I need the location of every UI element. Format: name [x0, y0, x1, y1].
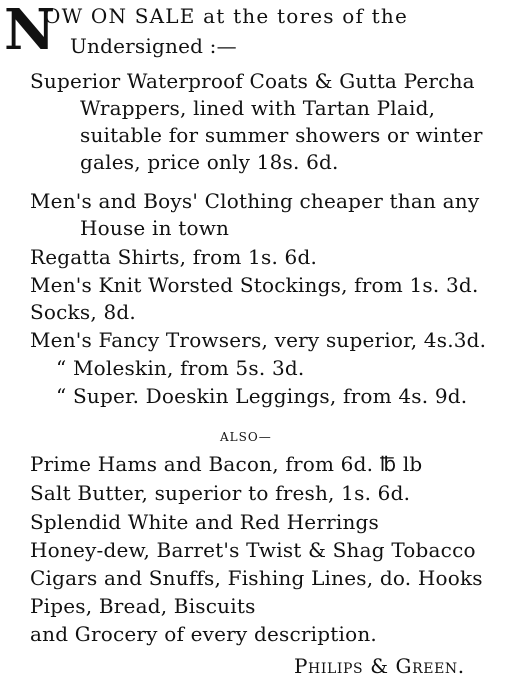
headline-line-1: OW ON SALE at the tores of the — [44, 4, 409, 28]
also-divider: ALSO— — [220, 430, 272, 444]
item-cigars: Cigars and Snuffs, Fishing Lines, do. Hooks — [30, 566, 483, 590]
item-waterproof-line-2: Wrappers, lined with Tartan Plaid, — [80, 96, 436, 120]
item-butter: Salt Butter, superior to fresh, 1s. 6d. — [30, 481, 411, 505]
drop-cap: N — [4, 0, 56, 63]
item-hams: Prime Hams and Bacon, from 6d. ℔ lb — [30, 452, 423, 476]
headline-line-2: Undersigned :— — [70, 34, 237, 58]
item-waterproof-line-4: gales, price only 18s. 6d. — [80, 150, 339, 174]
item-pipes: Pipes, Bread, Biscuits — [30, 594, 256, 618]
item-herrings: Splendid White and Red Herrings — [30, 510, 380, 534]
item-grocery: and Grocery of every description. — [30, 622, 377, 646]
item-waterproof-line-3: suitable for summer showers or winter — [80, 123, 483, 147]
item-stockings: Men's Knit Worsted Stockings, from 1s. 3d. — [30, 273, 479, 297]
item-clothing-line-2: House in town — [80, 216, 230, 240]
item-trowsers: Men's Fancy Trowsers, very superior, 4s.3d. — [30, 328, 487, 352]
item-clothing-line-1: Men's and Boys' Clothing cheaper than any — [30, 189, 480, 213]
item-doeskin: “ Super. Doeskin Leggings, from 4s. 9d. — [56, 384, 468, 408]
item-socks: Socks, 8d. — [30, 300, 136, 324]
item-waterproof-line-1: Superior Waterproof Coats & Gutta Percha — [30, 69, 475, 93]
signature: Philips & Green. — [294, 654, 465, 678]
item-regatta: Regatta Shirts, from 1s. 6d. — [30, 245, 318, 269]
item-moleskin: “ Moleskin, from 5s. 3d. — [56, 356, 305, 380]
item-tobacco: Honey-dew, Barret's Twist & Shag Tobacco — [30, 538, 476, 562]
